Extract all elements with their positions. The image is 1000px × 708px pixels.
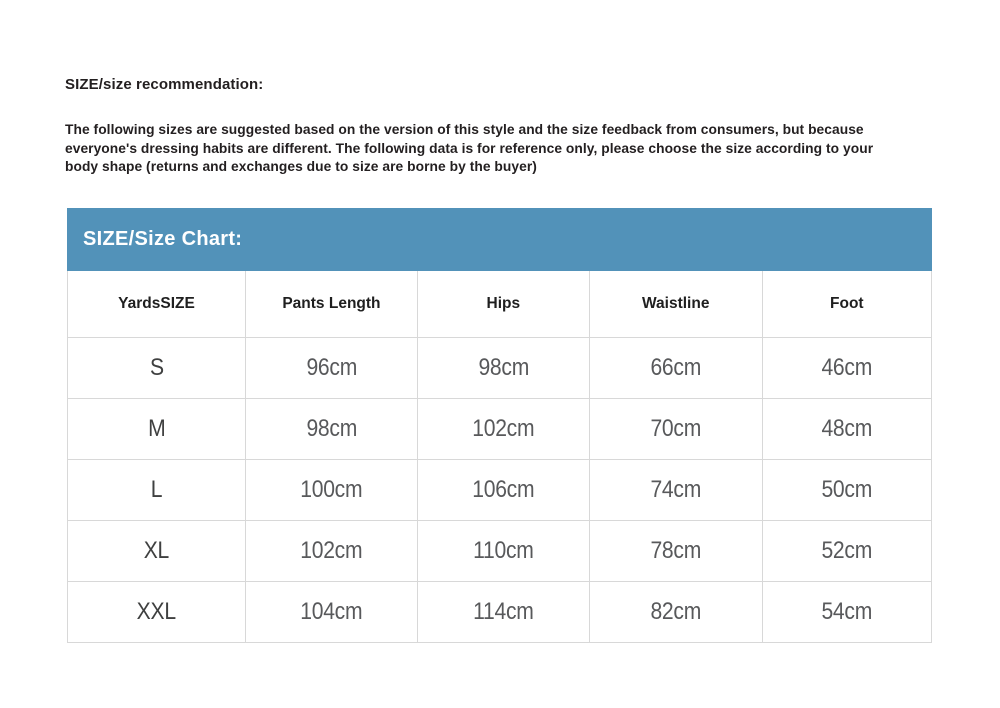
column-header-hips: Hips [417,271,589,337]
size-chart-title: SIZE/Size Chart: [83,228,243,250]
table-row-xl [68,520,932,581]
table-cell: 102cm [245,520,417,581]
table-cell: 100cm [245,459,417,520]
table-row-m [68,398,932,459]
table-cell: 98cm [417,337,589,398]
table-cell: 48cm [762,398,931,459]
table-cell: 50cm [762,459,931,520]
table-cell: 114cm [417,581,589,642]
table-cell: 46cm [762,337,931,398]
table-cell: 104cm [245,581,417,642]
table-cell: 82cm [589,581,762,642]
size-chart-table [67,271,932,643]
recommendation-title: SIZE/size recommendation: [65,76,264,93]
table-row-s [68,337,932,398]
table-header-row [68,271,932,337]
size-chart-section [67,208,932,643]
size-chart-banner [67,208,932,271]
recommendation-body: The following sizes are suggested based on the version of this style and the size feedback from consumers, but because everyone's dressing habits are different. The following data is for reference only, please choose the size according to your body shape (returns and exchanges due to size are borne by the buyer) [65,122,874,174]
column-header-size: YardsSIZE [68,271,246,337]
table-cell: 110cm [417,520,589,581]
table-cell: 70cm [589,398,762,459]
size-cell: XXL [68,581,246,642]
size-cell: XL [68,520,246,581]
table-cell: 54cm [762,581,931,642]
size-cell: M [68,398,246,459]
column-header-foot: Foot [762,271,931,337]
table-cell: 52cm [762,520,931,581]
table-cell: 96cm [245,337,417,398]
table-row-xxl [68,581,932,642]
table-cell: 102cm [417,398,589,459]
column-header-waistline: Waistline [589,271,762,337]
table-cell: 106cm [417,459,589,520]
table-cell: 74cm [589,459,762,520]
table-row-l [68,459,932,520]
column-header-pants-length: Pants Length [245,271,417,337]
table-cell: 98cm [245,398,417,459]
size-cell: L [68,459,246,520]
table-cell: 78cm [589,520,762,581]
size-cell: S [68,337,246,398]
table-cell: 66cm [589,337,762,398]
